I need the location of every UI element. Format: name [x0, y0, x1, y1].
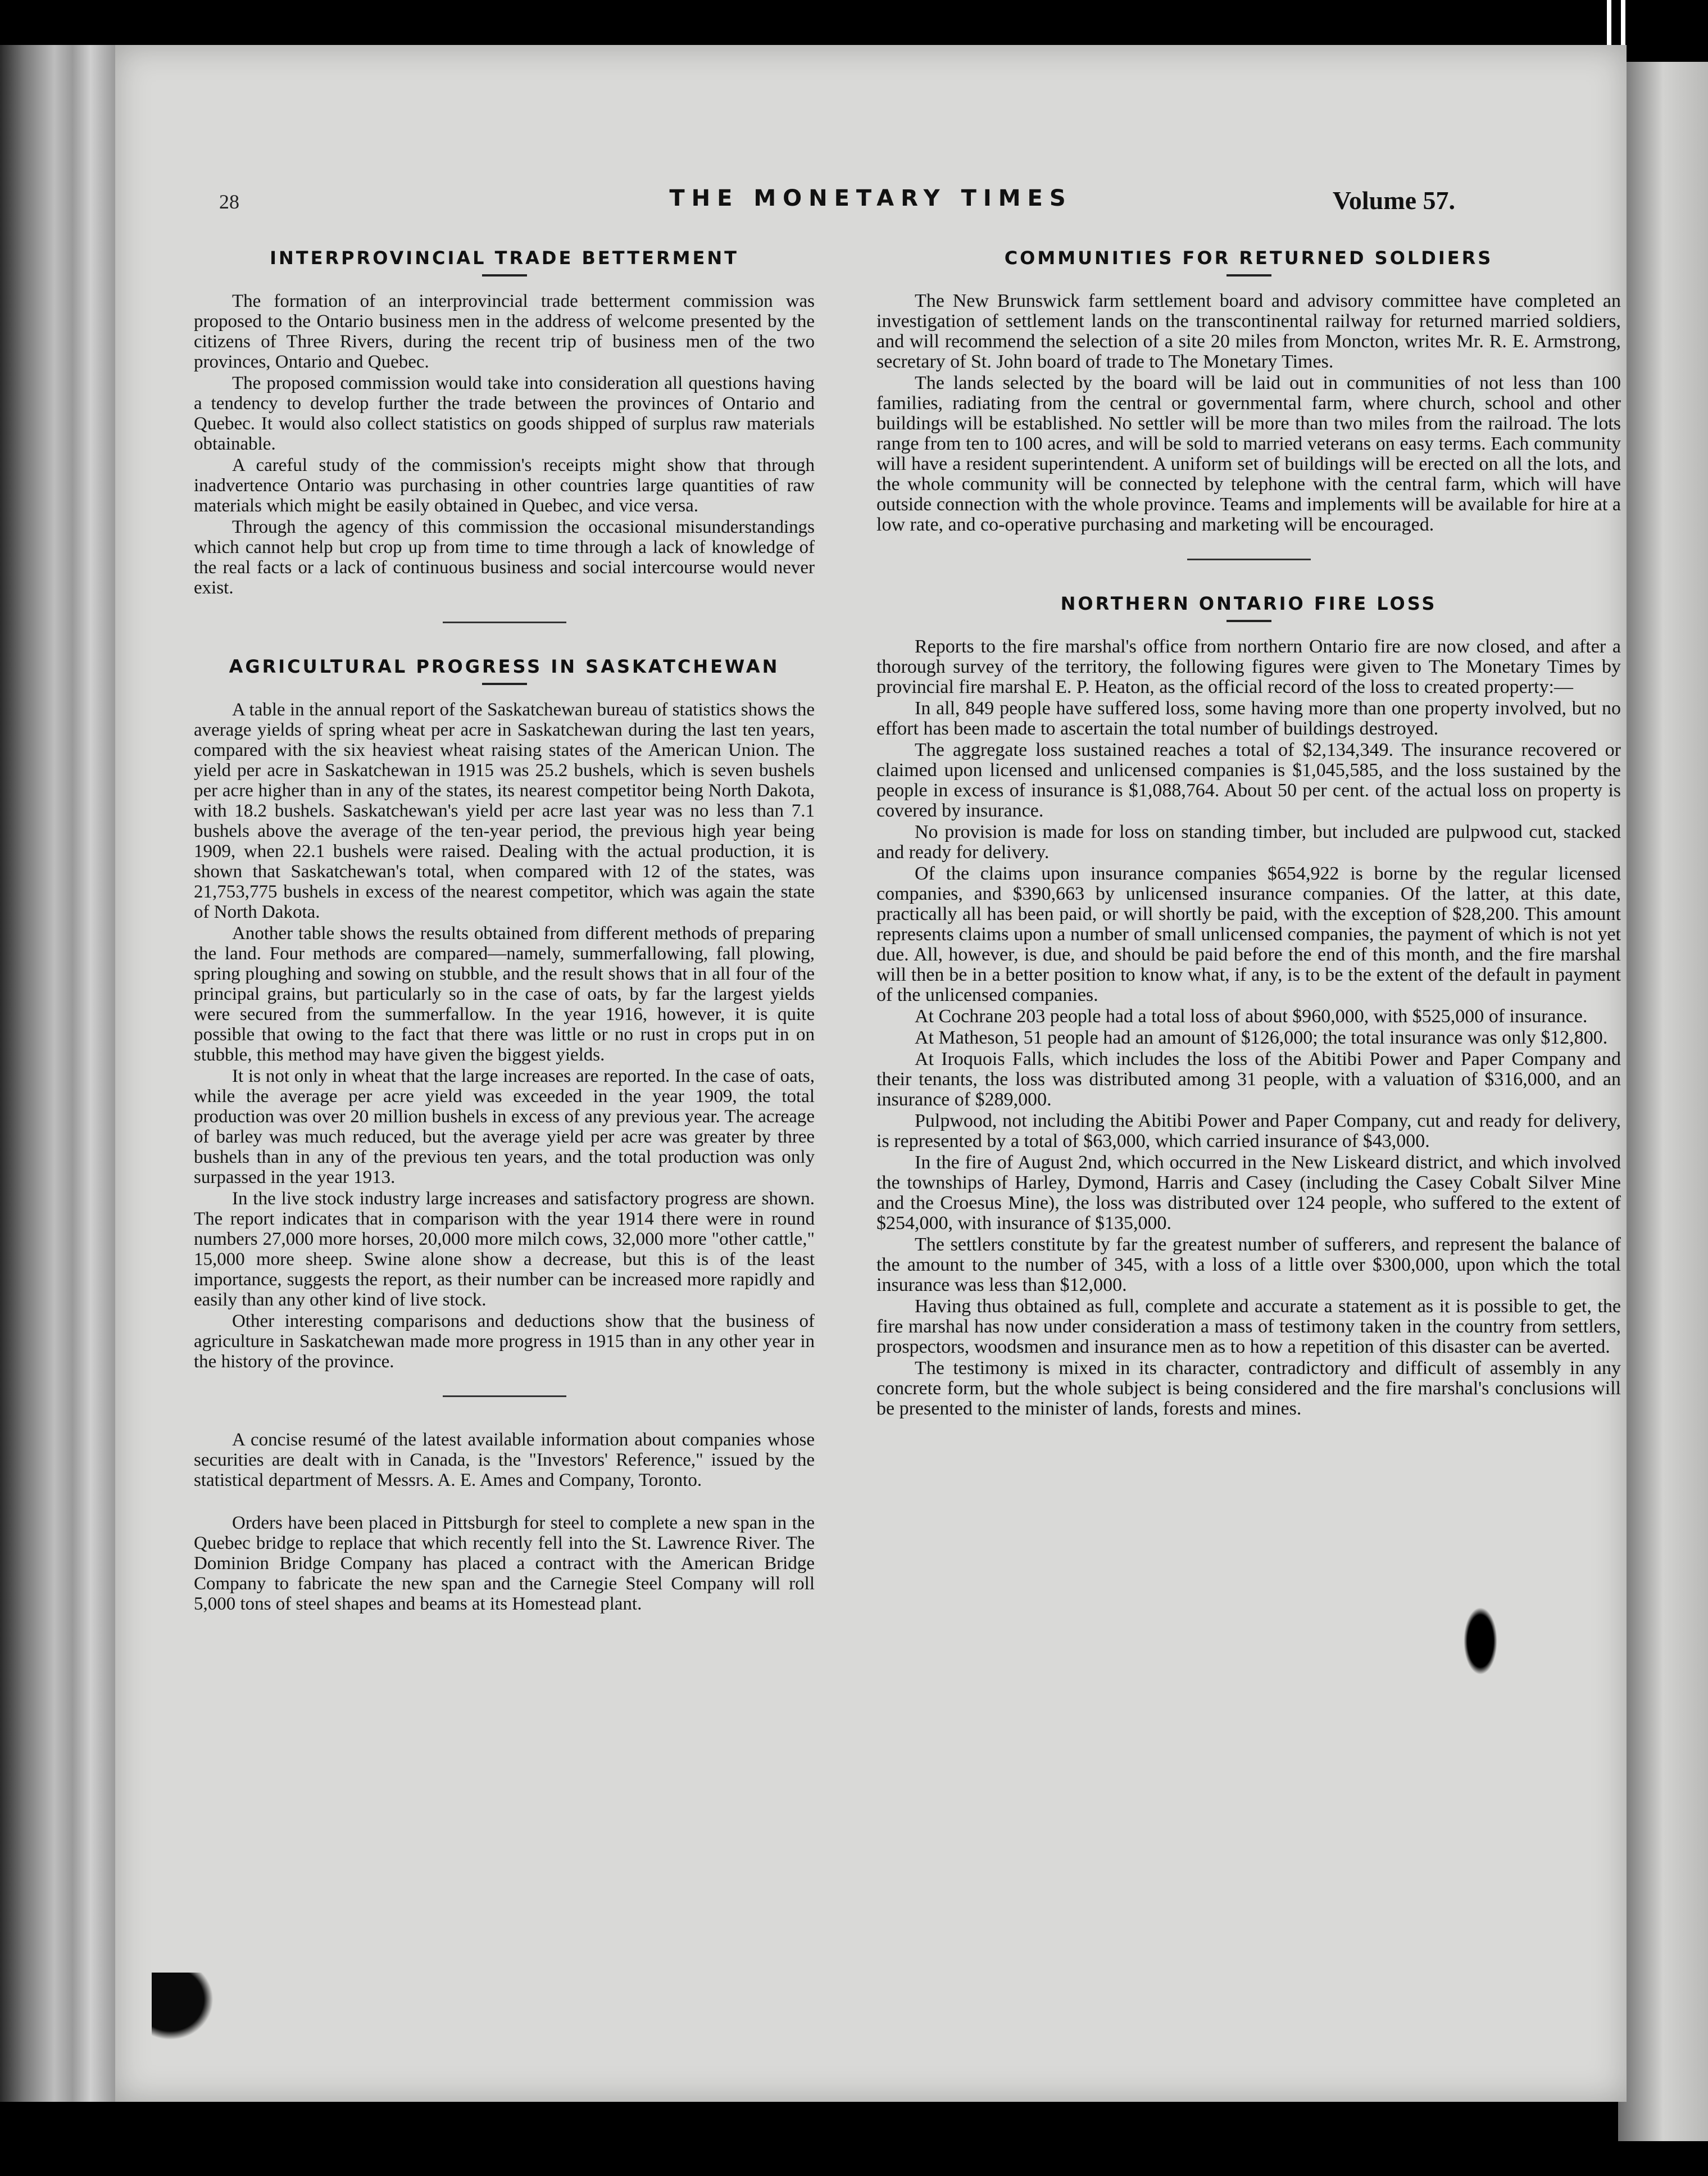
left-column — [194, 247, 815, 1615]
article-paragraph: A table in the annual report of the Saskatchewan bureau of statistics shows the average yields of spring wheat per acre in Saskatchewan during the last ten years, compared with the six heaviest wheat raising states of the American Union. The yield per acre in Saskatchewan in 1915 was 25.2 bushels, which is seven bushels per acre higher than in any of the states, its nearest competitor being North Dakota, with 18.2 bushels. Saskatchewan's yield per acre last year was no less than 7.1 bushels above the average of the ten-year period, the previous high year being 1909, when 22.1 bushels were raised. Dealing with the actual production, it is shown that Saskatchewan's total, when compared with 12 of the states, was 21,753,775 bushels in excess of the nearest competitor, which was again the state of North Dakota. — [194, 700, 815, 922]
article-paragraph: It is not only in wheat that the large increases are reported. In the case of oats, while the average per acre yield was exceeded in the year 1909, the total production was over 20 million bushels in excess of any previous year. The acreage of barley was much reduced, but the average yield per acre was greater by three bushels than in any of the previous ten years, and the total production was only surpassed in the year 1913. — [194, 1066, 815, 1187]
section-separator — [1187, 559, 1311, 560]
heading-rule — [482, 274, 527, 276]
article-paragraph: Of the claims upon insurance companies $654,922 is borne by the regular licensed companies, and $390,663 by unlicensed insurance companies. Of the latter, at this date, practically all has been paid, or will shortly be paid, with the exception of $28,200. This amount represents claims upon a number of small unlicensed companies, the payment of which is not yet due. All, however, is due, and should be paid before the end of this month, and the fire marshal will then be in a better position to know what, if any, is to be the extent of the default in payment of the unlicensed companies. — [876, 863, 1621, 1005]
article-heading: AGRICULTURAL PROGRESS IN SASKATCHEWAN — [229, 656, 780, 677]
right-column — [876, 247, 1621, 1420]
article-paragraph: In the live stock industry large increases and satisfactory progress are shown. The report indicates that in comparison with the year 1914 there were in round numbers 27,000 more horses, 20,000 more milch cows, 32,000 more "other cattle," 15,000 more sheep. Swine alone show a decrease, but this is of the least importance, suggests the report, as their number can be increased more rapidly and easily than any other kind of live stock. — [194, 1189, 815, 1310]
article-paragraph: Having thus obtained as full, complete and accurate a statement as it is possible to get, the fire marshal has now under consideration a mass of testimony taken in the country from settlers, prospectors, woodsmen and insurance men as to how a repetition of this disaster can be averted. — [876, 1296, 1621, 1357]
article-paragraph: In the fire of August 2nd, which occurred in the New Liskeard district, and which involved the townships of Harley, Dymond, Harris and Casey (including the Casey Cobalt Silver Mine and the Croesus Mine), the loss was distributed over 124 people, who suffered to the extent of $254,000, with insurance of $135,000. — [876, 1152, 1621, 1234]
section-separator — [443, 622, 566, 623]
article-paragraph: Another table shows the results obtained from different methods of preparing the land. Four methods are compared—namely, summerfallowing, fall plowing, spring ploughing and sowing on stubble, and the result shows that in all four of the principal grains, but particularly so in the case of oats, by far the largest yields were secured from the summerfallow. In the year 1916, however, it is quite possible that owing to the fact that there was little or no rust in crops put in on stubble, this method may have given the biggest yields. — [194, 923, 815, 1065]
article-paragraph: A concise resumé of the latest available information about companies whose securities are dealt with in Canada, is the "Investors' Reference," issued by the statistical department of Messrs. A. E. Ames and Company, Toronto. — [194, 1430, 815, 1490]
ink-blot — [1464, 1607, 1497, 1675]
article-short-notes — [194, 1430, 815, 1614]
book-spine — [0, 45, 121, 2102]
masthead-title: THE MONETARY TIMES — [669, 185, 1073, 211]
article-paragraph: At Matheson, 51 people had an amount of $126,000; the total insurance was only $12,800. — [915, 1027, 1608, 1048]
article-paragraph: The proposed commission would take into consideration all questions having a tendency to develop further the trade between the provinces of Ontario and Quebec. It would also collect statistics on goods shipped of surplus raw materials obtainable. — [194, 373, 815, 454]
article-paragraph: Pulpwood, not including the Abitibi Power and Paper Company, cut and ready for delivery, is represented by a total of $63,000, which carried insurance of $43,000. — [876, 1110, 1621, 1152]
article-paragraph: No provision is made for loss on standing timber, but included are pulpwood cut, stacked and ready for delivery. — [876, 822, 1621, 863]
heading-rule — [482, 683, 527, 685]
article-paragraph: A careful study of the commission's receipts might show that through inadvertence Ontario was purchasing in other countries large quantities of raw materials which might be easily obtained in Quebec, and vice versa. — [194, 455, 815, 516]
article-paragraph: The testimony is mixed in its character, contradictory and difficult of assembly in any concrete form, but the whole subject is being considered and the fire marshal's conclusions will be presented to the minister of lands, forests and mines. — [876, 1358, 1621, 1419]
article-fire-loss — [876, 593, 1621, 1419]
facing-page-edge — [1618, 62, 1708, 2141]
article-heading: INTERPROVINCIAL TRADE BETTERMENT — [270, 247, 739, 269]
article-paragraph: The formation of an interprovincial trade betterment commission was proposed to the Ontario business men in the address of welcome presented by the citizens of Three Rivers, during the recent trip of business men of the two provinces, Ontario and Quebec. — [194, 291, 815, 372]
article-paragraph: The New Brunswick farm settlement board and advisory committee have completed an investigation of settlement lands on the transcontinental railway for returned married soldiers, and will recommend the selection of a site 20 miles from Moncton, writes Mr. R. E. Armstrong, secretary of St. John board of trade to The Monetary Times. — [876, 291, 1621, 372]
article-returned-soldiers — [876, 247, 1621, 535]
article-agricultural-progress — [194, 656, 815, 1372]
page-header — [115, 185, 1627, 230]
newspaper-page — [115, 45, 1627, 2102]
article-paragraph: Through the agency of this commission the occasional misunderstandings which cannot help but crop up from time to time through a lack of knowledge of the real facts or a lack of continuous business and social intercourse would never exist. — [194, 517, 815, 598]
article-interprovincial-trade — [194, 247, 815, 598]
section-separator — [443, 1395, 566, 1397]
article-paragraph: The lands selected by the board will be laid out in communities of not less than 100 families, radiating from the central or governmental farm, where church, school and other buildings will be established. No settler will be more than two miles from the railroad. The lots range from ten to 100 acres, and will be sold to married veterans on easy terms. Each community will have a resident superintendent. A uniform set of buildings will be erected on all the lots, and the whole community will be connected by telephone with the central farm, which will have outside connection with the whole province. Teams and implements will be available for hire at a low rate, and co-operative purchasing and marketing will be encouraged. — [876, 373, 1621, 535]
article-paragraph: Reports to the fire marshal's office from northern Ontario fire are now closed, and after a thorough survey of the territory, the following figures were given to The Monetary Times by provincial fire marshal E. P. Heaton, as the official record of the loss to created property:— — [876, 636, 1621, 697]
article-paragraph: In all, 849 people have suffered loss, some having more than one property involved, but no effort has been made to ascertain the total number of buildings destroyed. — [876, 698, 1621, 739]
article-paragraph: The settlers constitute by far the greatest number of sufferers, and represent the balance of the amount to the number of 345, with a loss of a little over $300,000, upon which the total insurance was less than $12,000. — [876, 1234, 1621, 1295]
article-paragraph: Other interesting comparisons and deductions show that the business of agriculture in Saskatchewan made more progress in 1915 than in any other year in the history of the province. — [194, 1311, 815, 1372]
heading-rule — [1227, 274, 1271, 276]
article-heading: COMMUNITIES FOR RETURNED SOLDIERS — [1004, 247, 1493, 269]
heading-rule — [1227, 620, 1271, 622]
page-number: 28 — [219, 191, 239, 213]
article-heading: NORTHERN ONTARIO FIRE LOSS — [1060, 593, 1437, 614]
volume-label: Volume 57. — [1332, 186, 1455, 215]
article-paragraph: Orders have been placed in Pittsburgh for steel to complete a new span in the Quebec bridge to replace that which recently fell into the St. Lawrence River. The Dominion Bridge Company has placed a contract with the American Bridge Company to fabricate the new span and the Carnegie Steel Company will roll 5,000 tons of steel shapes and beams at its Homestead plant. — [194, 1513, 815, 1614]
article-paragraph: The aggregate loss sustained reaches a total of $2,134,349. The insurance recovered or claimed upon licensed and unlicensed companies is $1,045,585, and the loss sustained by the people in excess of insurance is $1,088,764. About 50 per cent. of the actual loss on property is covered by insurance. — [876, 740, 1621, 821]
article-paragraph: At Iroquois Falls, which includes the loss of the Abitibi Power and Paper Company and their tenants, the loss was distributed among 31 people, with a valuation of $316,000, and an insurance of $289,000. — [876, 1049, 1621, 1110]
page-curl-shadow — [152, 1973, 214, 2040]
article-paragraph: At Cochrane 203 people had a total loss of about $960,000, with $525,000 of insurance. — [915, 1006, 1588, 1027]
